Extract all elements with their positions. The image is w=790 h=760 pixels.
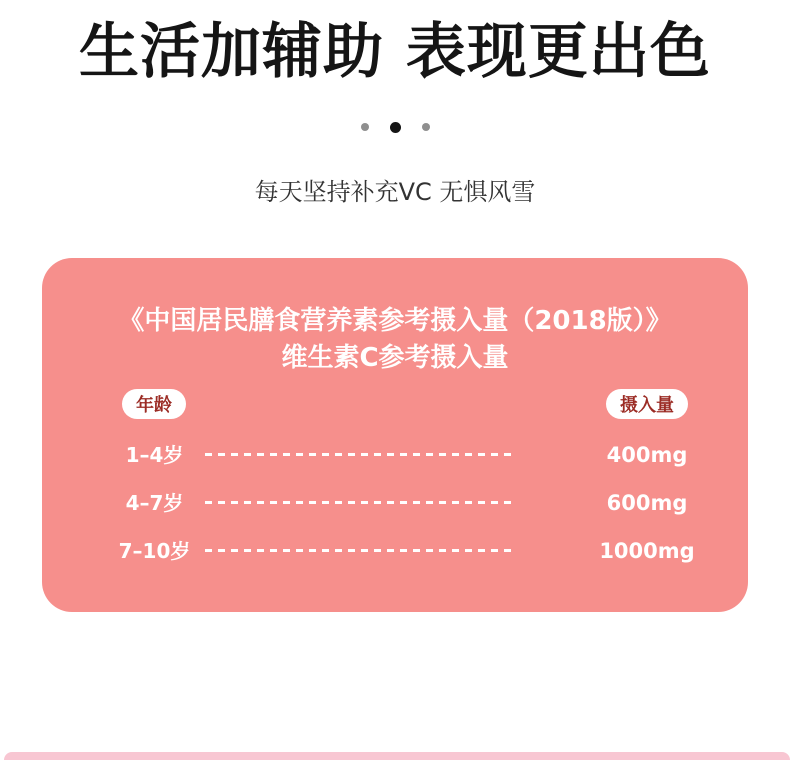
age-label: 1–4岁 xyxy=(125,443,184,467)
table-row xyxy=(42,538,748,564)
dot-icon xyxy=(422,123,430,131)
next-section-top-strip xyxy=(4,752,790,760)
dashed-line xyxy=(205,501,511,504)
intake-value: 400mg xyxy=(606,443,688,467)
dot-icon xyxy=(390,122,401,133)
dashed-line xyxy=(205,453,511,456)
dot-icon xyxy=(361,123,369,131)
intake-value: 600mg xyxy=(606,491,688,515)
divider-dots xyxy=(0,120,790,134)
dashed-line xyxy=(205,549,511,552)
card-title-line1: 《中国居民膳食营养素参考摄入量（2018版）》 xyxy=(118,306,672,336)
intake-column-pill: 摄入量 xyxy=(606,389,688,419)
table-row xyxy=(42,490,748,516)
page-title: 生活加辅助 表现更出色 xyxy=(79,17,711,87)
page-subtitle: 每天坚持补充VC 无惧风雪 xyxy=(254,178,536,206)
card-title-line2: 维生素C参考摄入量 xyxy=(281,343,509,373)
table-row xyxy=(42,442,748,468)
age-column-pill: 年龄 xyxy=(122,389,186,419)
intake-reference-card xyxy=(42,258,748,612)
intake-value: 1000mg xyxy=(599,539,695,563)
age-label: 4–7岁 xyxy=(125,491,184,515)
age-label: 7–10岁 xyxy=(118,539,191,563)
